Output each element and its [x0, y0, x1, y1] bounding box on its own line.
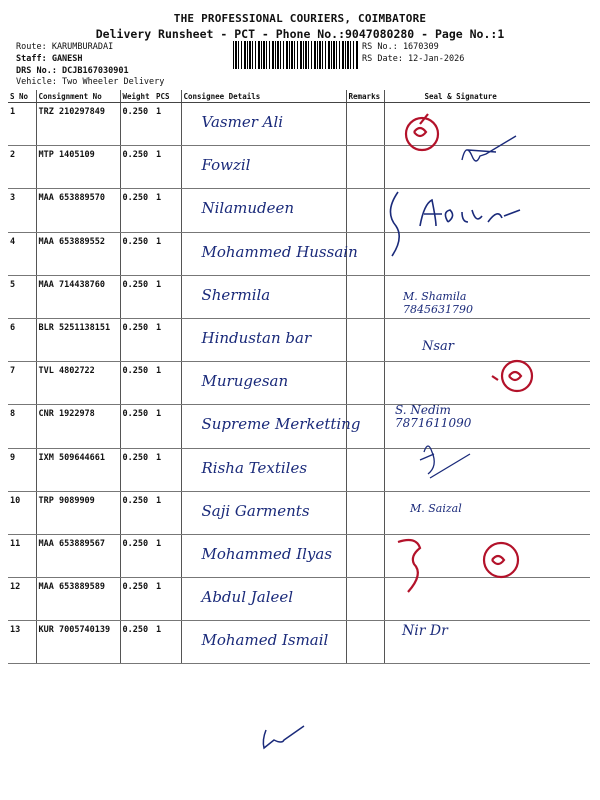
rs-date: RS Date: 12-Jan-2026: [362, 54, 465, 64]
serial-number: 5: [8, 275, 36, 318]
signature-scrawl: [390, 192, 520, 256]
consignment-number: MAA 714438760: [36, 275, 120, 318]
footer-signature-scrawl: [263, 726, 304, 748]
delivery-seal-stamp: [492, 361, 532, 391]
consignment-number: IXM 509644661: [36, 448, 120, 491]
column-header-consignment: Consignment No: [36, 90, 120, 103]
consignment-number: MTP 1405109: [36, 146, 120, 189]
serial-number: 12: [8, 578, 36, 621]
consignment-number: CNR 1922978: [36, 405, 120, 448]
handwritten-consignee: Supreme Merketting: [201, 415, 361, 434]
pieces-count: 1: [154, 362, 181, 405]
weight-value: 0.250: [120, 275, 154, 318]
handwritten-consignee: Murugesan: [201, 372, 289, 391]
handwritten-consignee: Saji Garments: [201, 501, 310, 520]
pieces-count: 1: [154, 405, 181, 448]
signature-scrawl: [462, 136, 516, 161]
pieces-count: 1: [154, 621, 181, 664]
handwritten-consignee: Hindustan bar: [201, 328, 312, 347]
pieces-count: 1: [154, 189, 181, 232]
serial-number: 7: [8, 362, 36, 405]
pieces-count: 1: [154, 578, 181, 621]
route-label: Route: KARUMBURADAI: [16, 42, 114, 52]
pieces-count: 1: [154, 103, 181, 146]
column-header-pcs: PCS: [154, 90, 181, 103]
handwritten-consignee: Mohammed Hussain: [201, 242, 358, 261]
pieces-count: 1: [154, 534, 181, 577]
vehicle-label: Vehicle: Two Wheeler Delivery: [16, 77, 165, 87]
consignment-number: MAA 653889567: [36, 534, 120, 577]
serial-number: 13: [8, 621, 36, 664]
column-header-weight: Weight: [120, 90, 154, 103]
rs-number: RS No.: 1670309: [362, 42, 439, 52]
serial-number: 11: [8, 534, 36, 577]
pieces-count: 1: [154, 146, 181, 189]
handwritten-consignee: Mohammed Ilyas: [201, 544, 333, 563]
weight-value: 0.250: [120, 621, 154, 664]
signature-text: Nir Dr: [402, 623, 448, 639]
handwritten-consignee: Vasmer Ali: [201, 113, 284, 131]
consignment-number: MAA 653889570: [36, 189, 120, 232]
handwritten-consignee: Risha Textiles: [201, 458, 308, 477]
drs-number: DRS No.: DCJB167030901: [16, 66, 129, 76]
weight-value: 0.250: [120, 146, 154, 189]
column-header-consignee: Consignee Details: [181, 90, 346, 103]
serial-number: 9: [8, 448, 36, 491]
signature-text: M. Shamila 7845631790: [403, 290, 473, 316]
signature-scrawl: [398, 540, 420, 592]
serial-number: 1: [8, 103, 36, 146]
delivery-seal-stamp: [406, 114, 438, 150]
weight-value: 0.250: [120, 318, 154, 361]
weight-value: 0.250: [120, 405, 154, 448]
consignment-number: TVL 4802722: [36, 362, 120, 405]
column-header-remarks: Remarks: [346, 90, 384, 103]
handwritten-consignee: Abdul Jaleel: [201, 588, 294, 607]
handwritten-consignee: Mohamed Ismail: [201, 631, 329, 650]
weight-value: 0.250: [120, 189, 154, 232]
consignment-number: TRP 9089909: [36, 491, 120, 534]
signature-scrawl: [420, 446, 470, 478]
weight-value: 0.250: [120, 232, 154, 275]
weight-value: 0.250: [120, 534, 154, 577]
courier-company-title: THE PROFESSIONAL COURIERS, COIMBATORE: [173, 12, 427, 25]
serial-number: 6: [8, 318, 36, 361]
staff-label: Staff: GANESH: [16, 54, 83, 64]
pieces-count: 1: [154, 448, 181, 491]
weight-value: 0.250: [120, 103, 154, 146]
consignment-number: MAA 653889589: [36, 578, 120, 621]
consignment-number: TRZ 210297849: [36, 103, 120, 146]
runsheet-subtitle: Delivery Runsheet - PCT - Phone No.:9047080280 - Page No.:1: [95, 27, 505, 41]
serial-number: 8: [8, 405, 36, 448]
serial-number: 10: [8, 491, 36, 534]
consignment-number: BLR 5251138151: [36, 318, 120, 361]
signature-text: S. Nedim 7871611090: [395, 403, 472, 430]
signature-text: Nsar: [422, 339, 455, 354]
pieces-count: 1: [154, 275, 181, 318]
serial-number: 2: [8, 146, 36, 189]
consignment-number: KUR 7005740139: [36, 621, 120, 664]
column-header-sno: S No: [8, 90, 36, 103]
handwritten-consignee: Fowzil: [201, 156, 251, 175]
weight-value: 0.250: [120, 362, 154, 405]
pieces-count: 1: [154, 318, 181, 361]
signature-text: M. Saizal: [410, 502, 462, 515]
serial-number: 3: [8, 189, 36, 232]
weight-value: 0.250: [120, 491, 154, 534]
weight-value: 0.250: [120, 578, 154, 621]
handwritten-consignee: Shermila: [201, 285, 271, 304]
serial-number: 4: [8, 232, 36, 275]
delivery-seal-stamp: [484, 543, 518, 577]
handwritten-consignee: Nilamudeen: [201, 199, 295, 218]
column-header-signature: Seal & Signature: [384, 90, 590, 103]
consignment-number: MAA 653889552: [36, 232, 120, 275]
pieces-count: 1: [154, 491, 181, 534]
pieces-count: 1: [154, 232, 181, 275]
weight-value: 0.250: [120, 448, 154, 491]
